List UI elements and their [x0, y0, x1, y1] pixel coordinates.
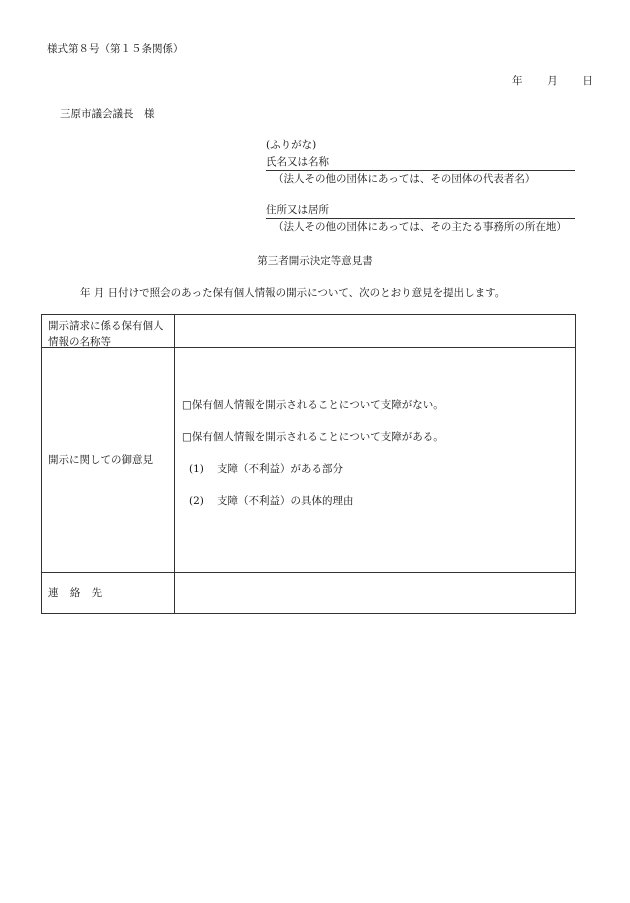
item-number: (2) [189, 495, 204, 507]
info-name-label: 開示請求に係る保有個人情報の名称等 [42, 315, 175, 347]
name-label: 氏名又は名称 [266, 156, 329, 168]
objection-item-part [182, 461, 575, 477]
date-month: 月 [547, 75, 558, 87]
contact-value[interactable] [175, 573, 575, 613]
opinion-form-table [41, 314, 576, 614]
address-field[interactable] [266, 202, 575, 219]
objection-option[interactable]: □保有個人情報を開示されることについて支障がある。 [182, 431, 444, 443]
item-text: 支障（不利益）の具体的理由 [217, 495, 354, 507]
objection-item-reason [182, 493, 575, 509]
document-title: 第三者開示決定等意見書 [257, 255, 373, 267]
intro-text: 年 月 日付けで照会のあった保有個人情報の開示について、次のとおり意見を提出します。 [80, 287, 506, 299]
table-row [42, 315, 575, 348]
no-objection-option[interactable]: □保有個人情報を開示されることについて支障がない。 [182, 399, 444, 411]
addressee: 三原市議会議長 様 [60, 108, 155, 120]
furigana-label: (ふりがな) [266, 139, 317, 151]
date-year: 年 [512, 75, 523, 87]
table-row [42, 348, 575, 573]
date-day: 日 [582, 75, 593, 87]
item-number: (1) [189, 463, 204, 475]
name-field[interactable] [266, 154, 575, 171]
opinion-label [42, 348, 175, 572]
table-row [42, 573, 575, 613]
address-note: （法人その他の団体にあっては、その主たる事務所の所在地） [273, 221, 567, 233]
opinion-value [175, 348, 575, 572]
item-text: 支障（不利益）がある部分 [217, 463, 343, 475]
date-line [512, 73, 593, 88]
address-label: 住所又は居所 [266, 204, 329, 216]
contact-label [42, 573, 175, 613]
name-note: （法人その他の団体にあっては、その団体の代表者名） [273, 173, 536, 185]
info-name-value[interactable] [175, 315, 575, 347]
opinion-label-text: 開示に関しての御意見 [48, 454, 153, 466]
form-number: 様式第８号（第１５条関係） [47, 43, 184, 55]
contact-label-text: 連 絡 先 [48, 587, 107, 599]
